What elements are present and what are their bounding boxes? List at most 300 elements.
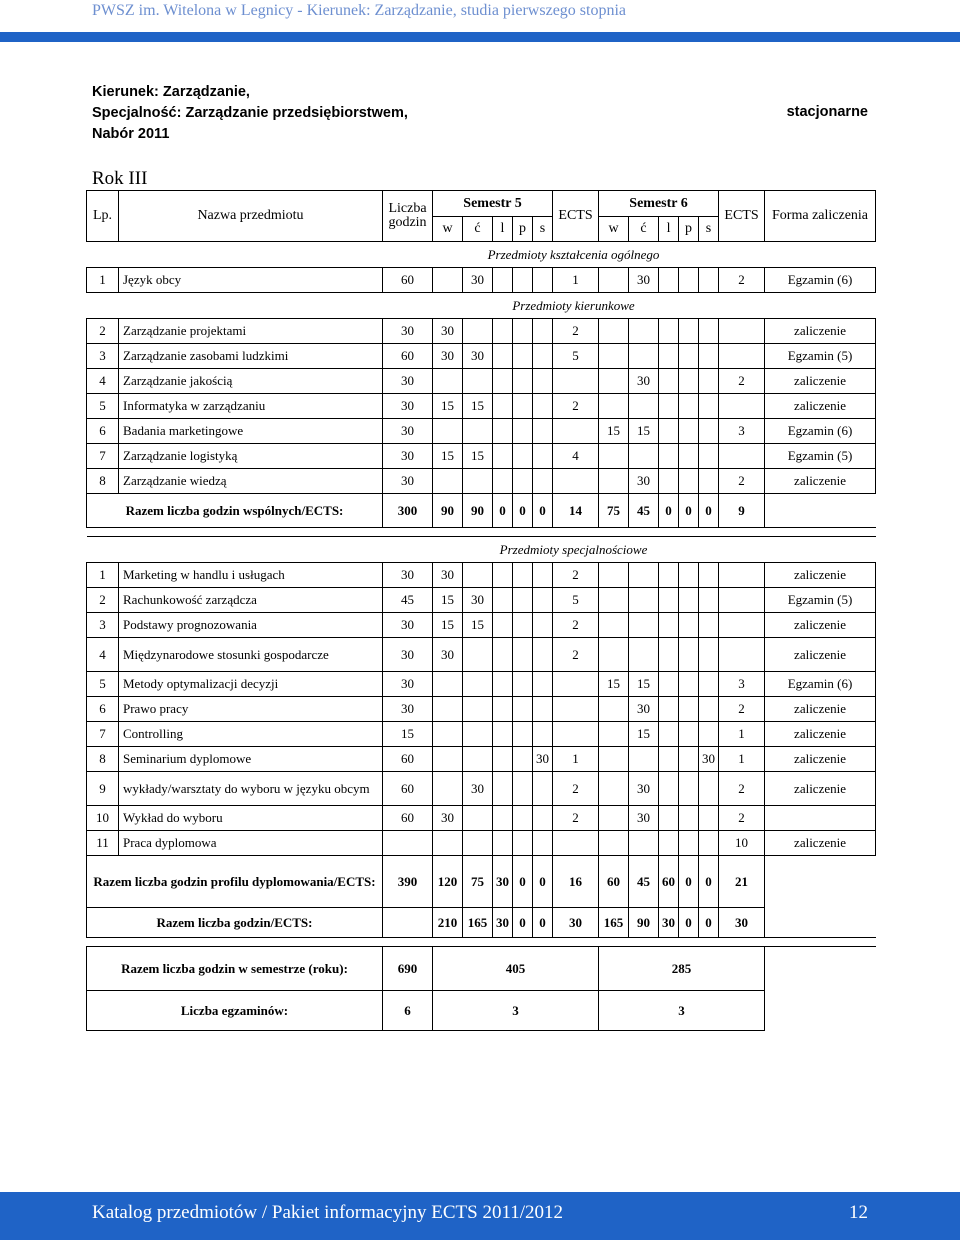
course-row [87,419,876,444]
table-cell [493,638,513,672]
table-cell: 30 [629,772,659,806]
table-cell: 5 [553,588,599,613]
table-cell [533,268,553,293]
total-label: Razem liczba godzin/ECTS: [87,908,383,938]
table-cell [629,831,659,856]
table-cell [433,722,463,747]
table-cell [433,672,463,697]
table-cell: Egzamin (5) [765,588,876,613]
section-title: Przedmioty kierunkowe [383,293,765,319]
table-cell [493,672,513,697]
table-cell [719,563,765,588]
table-cell: zaliczenie [765,563,876,588]
table-cell [463,831,493,856]
table-cell [765,856,876,908]
table-cell: 2 [719,369,765,394]
table-cell: 45 [383,588,433,613]
table-cell [463,806,493,831]
table-cell [513,469,533,494]
total-value: 90 [629,908,659,938]
table-cell [699,638,719,672]
table-cell [659,613,679,638]
table-cell: zaliczenie [765,831,876,856]
table-cell [629,394,659,419]
table-cell [679,638,699,672]
table-cell: 30 [463,772,493,806]
table-cell: 60 [383,806,433,831]
grand-total-row [87,908,876,938]
total-value: 0 [493,494,513,528]
table-cell: 30 [383,563,433,588]
table-cell: 15 [463,394,493,419]
total-value: 0 [699,856,719,908]
table-cell [513,588,533,613]
course-name: Zarządzanie logistyką [119,444,383,469]
table-cell [599,747,629,772]
total-value: 0 [513,908,533,938]
total-value: 0 [699,494,719,528]
table-cell [533,319,553,344]
table-cell: 15 [599,419,629,444]
table-cell: zaliczenie [765,319,876,344]
course-row [87,806,876,831]
section-row [87,537,876,563]
total-value: 9 [719,494,765,528]
table-cell: Egzamin (5) [765,444,876,469]
table-cell [493,563,513,588]
table-cell [493,722,513,747]
course-row [87,394,876,419]
table-cell [679,772,699,806]
table-cell [699,722,719,747]
year-total-hours: 690 [383,947,433,991]
table-cell [679,563,699,588]
table-cell: 30 [383,369,433,394]
course-row [87,344,876,369]
table-cell [599,469,629,494]
table-cell [679,588,699,613]
table-cell [463,638,493,672]
class-type-header: l [493,217,513,242]
table-cell [463,469,493,494]
table-cell [599,394,629,419]
table-cell [719,394,765,419]
class-type-header: l [659,217,679,242]
course-row [87,747,876,772]
table-cell: 2 [553,319,599,344]
course-row [87,268,876,293]
table-cell [493,444,513,469]
table-cell [533,394,553,419]
table-cell: 4 [553,444,599,469]
table-cell: 15 [463,444,493,469]
table-cell [679,444,699,469]
table-cell: 2 [553,772,599,806]
total-value: 30 [553,908,599,938]
col-name-header: Nazwa przedmiotu [119,191,383,242]
table-cell [599,722,629,747]
table-cell [629,444,659,469]
spacer-row [87,938,876,947]
table-cell [629,319,659,344]
table-cell [513,831,533,856]
table-cell [765,494,876,528]
total-value: 0 [513,856,533,908]
table-cell [513,369,533,394]
table-cell [433,419,463,444]
heading-line-1: Kierunek: Zarządzanie, [92,84,250,100]
course-name: Zarządzanie wiedzą [119,469,383,494]
table-cell [513,747,533,772]
semester-total-row [87,947,876,991]
table-cell: 30 [699,747,719,772]
table-cell [599,344,629,369]
table-cell: 15 [383,722,433,747]
total-value: 0 [513,494,533,528]
course-row [87,444,876,469]
table-cell [533,344,553,369]
table-cell [533,697,553,722]
table-cell [533,672,553,697]
course-name: Wykład do wyboru [119,806,383,831]
sem6-total-hours: 285 [599,947,765,991]
table-cell: 2 [553,638,599,672]
class-type-header: s [699,217,719,242]
total-value: 30 [719,908,765,938]
table-cell [553,697,599,722]
table-cell: 30 [463,588,493,613]
semester-total-label: Razem liczba godzin w semestrze (roku): [87,947,383,991]
course-name: Prawo pracy [119,697,383,722]
table-cell [599,697,629,722]
table-cell: 30 [433,319,463,344]
total-value: 30 [493,908,513,938]
table-cell: 30 [383,394,433,419]
table-cell: 60 [383,772,433,806]
table-cell [699,613,719,638]
total-value: 30 [659,908,679,938]
table-cell [433,747,463,772]
table-cell [599,831,629,856]
course-row [87,697,876,722]
table-cell: 2 [719,806,765,831]
table-cell [493,831,513,856]
table-cell [679,672,699,697]
course-row [87,563,876,588]
table-cell [679,469,699,494]
table-cell: 6 [87,419,119,444]
course-name: Język obcy [119,268,383,293]
table-cell [599,588,629,613]
table-cell [659,747,679,772]
table-cell [87,293,383,319]
table-cell [679,319,699,344]
col-hours-header: Liczba godzin [383,191,433,242]
course-row [87,772,876,806]
table-cell [659,697,679,722]
table-cell: Egzamin (5) [765,344,876,369]
header-stripe [0,32,960,42]
table-cell [659,394,679,419]
total-value: 90 [463,494,493,528]
table-cell [493,697,513,722]
table-cell: 7 [87,444,119,469]
table-cell: 11 [87,831,119,856]
table-cell [599,638,629,672]
table-cell [463,419,493,444]
course-row [87,319,876,344]
table-cell [679,394,699,419]
table-cell [513,419,533,444]
table-cell [659,772,679,806]
table-cell [533,588,553,613]
table-cell [533,831,553,856]
table-cell [699,444,719,469]
total-value: 75 [463,856,493,908]
table-cell [765,242,876,268]
ects-6-header: ECTS [719,191,765,242]
table-cell: 1 [719,722,765,747]
total-value: 0 [533,908,553,938]
section-title: Przedmioty specjalnościowe [383,537,765,563]
table-cell [533,772,553,806]
table-cell: 30 [383,319,433,344]
table-cell [463,563,493,588]
table-cell [699,344,719,369]
table-cell [699,697,719,722]
table-cell: 9 [87,772,119,806]
table-cell [463,319,493,344]
table-cell: 5 [553,344,599,369]
table-cell: 2 [553,394,599,419]
table-cell [533,722,553,747]
ects-5-header: ECTS [553,191,599,242]
course-name: Marketing w handlu i usługach [119,563,383,588]
table-cell [659,806,679,831]
total-value: 14 [553,494,599,528]
table-cell: Egzamin (6) [765,419,876,444]
class-type-header: ć [629,217,659,242]
table-cell: 10 [87,806,119,831]
table-cell: 30 [629,697,659,722]
table-cell: 30 [383,419,433,444]
table-cell [513,444,533,469]
table-cell [493,469,513,494]
col-form-header: Forma zaliczenia [765,191,876,242]
col-lp-header: Lp. [87,191,119,242]
table-cell [719,344,765,369]
course-name: Badania marketingowe [119,419,383,444]
table-cell: 30 [433,344,463,369]
table-cell [553,831,599,856]
table-cell: zaliczenie [765,697,876,722]
table-cell: 3 [87,344,119,369]
table-cell [533,469,553,494]
table-cell [629,588,659,613]
table-cell [599,563,629,588]
course-row [87,672,876,697]
table-cell [659,722,679,747]
table-cell [629,344,659,369]
table-cell [765,537,876,563]
course-name: Controlling [119,722,383,747]
total-value: 16 [553,856,599,908]
table-cell: 5 [87,394,119,419]
heading-line-3: Nabór 2011 [92,126,170,142]
table-cell [679,747,699,772]
table-cell: 6 [87,697,119,722]
table-cell [599,772,629,806]
table-cell: 3 [719,672,765,697]
table-cell [679,344,699,369]
total-value: 165 [599,908,629,938]
table-cell [87,528,876,537]
course-name: Informatyka w zarządzaniu [119,394,383,419]
total-value: 60 [599,856,629,908]
table-cell [533,369,553,394]
table-cell: 15 [629,419,659,444]
table-cell [679,722,699,747]
table-cell [659,268,679,293]
table-cell [659,588,679,613]
table-cell: 2 [719,772,765,806]
table-cell [463,672,493,697]
table-cell: 4 [87,369,119,394]
course-row [87,831,876,856]
table-cell [493,268,513,293]
table-cell [493,613,513,638]
table-cell: zaliczenie [765,469,876,494]
table-cell: zaliczenie [765,722,876,747]
table-cell [679,369,699,394]
table-cell [599,319,629,344]
table-cell: 15 [629,672,659,697]
table-cell [699,588,719,613]
table-cell: 30 [383,638,433,672]
total-value [383,908,433,938]
table-cell [433,772,463,806]
total-value: 120 [433,856,463,908]
table-cell: 30 [383,613,433,638]
table-cell [553,672,599,697]
table-cell [679,268,699,293]
table-cell: 2 [87,588,119,613]
table-cell [493,319,513,344]
table-cell [433,369,463,394]
table-cell [659,831,679,856]
total-value: 0 [679,494,699,528]
course-row [87,588,876,613]
table-cell [513,772,533,806]
table-cell: 30 [433,638,463,672]
table-cell: 30 [433,563,463,588]
table-cell: zaliczenie [765,772,876,806]
table-cell: 30 [383,672,433,697]
table-cell [699,831,719,856]
table-cell [533,444,553,469]
table-cell: 30 [533,747,553,772]
table-cell [699,806,719,831]
table-cell [493,588,513,613]
table-cell [533,419,553,444]
table-cell [719,319,765,344]
table-cell [599,613,629,638]
table-cell [433,268,463,293]
table-cell [463,722,493,747]
table-cell [765,991,876,1031]
table-cell: 2 [719,697,765,722]
table-cell [513,268,533,293]
footer-text: Katalog przedmiotów / Pakiet informacyjny ECTS 2011/2012 [92,1202,564,1223]
spec-total-row [87,856,876,908]
table-cell [659,563,679,588]
table-cell: 2 [87,319,119,344]
course-name: Zarządzanie projektami [119,319,383,344]
table-cell: 15 [433,588,463,613]
table-cell [533,613,553,638]
table-cell [629,638,659,672]
table-cell: 30 [629,806,659,831]
table-cell [699,394,719,419]
table-cell [433,469,463,494]
table-cell [513,672,533,697]
year-label: Rok III [92,168,148,189]
total-value: 60 [659,856,679,908]
table-cell: 1 [719,747,765,772]
semester-6-header: Semestr 6 [599,191,719,217]
course-row [87,638,876,672]
table-cell: 10 [719,831,765,856]
class-type-header: p [513,217,533,242]
table-cell [659,444,679,469]
table-cell: 8 [87,747,119,772]
course-name: Podstawy prognozowania [119,613,383,638]
table-cell [513,344,533,369]
table-cell: zaliczenie [765,638,876,672]
table-cell [629,747,659,772]
section-row [87,293,876,319]
course-name: Praca dyplomowa [119,831,383,856]
table-body [87,191,876,1031]
table-cell [679,419,699,444]
table-cell [629,613,659,638]
table-cell [513,563,533,588]
table-cell: 2 [719,268,765,293]
table-cell [87,938,876,947]
table-cell [679,613,699,638]
course-name: Metody optymalizacji decyzji [119,672,383,697]
table-cell: zaliczenie [765,613,876,638]
table-cell [679,831,699,856]
table-cell [699,672,719,697]
total-value: 45 [629,856,659,908]
table-cell [599,369,629,394]
total-value: 0 [699,908,719,938]
heading-line-2: Specjalność: Zarządzanie przedsiębiorstwem, [92,105,408,121]
course-name: wykłady/warsztaty do wyboru w języku obcym [119,772,383,806]
total-value: 90 [433,494,463,528]
header-bar [0,0,960,42]
table-cell [513,697,533,722]
table-cell: zaliczenie [765,747,876,772]
table-cell: 1 [87,563,119,588]
table-cell [699,319,719,344]
section-row [87,242,876,268]
table-cell [513,722,533,747]
total-value: 0 [679,856,699,908]
total-value: 0 [533,494,553,528]
curriculum-table [86,190,876,1031]
